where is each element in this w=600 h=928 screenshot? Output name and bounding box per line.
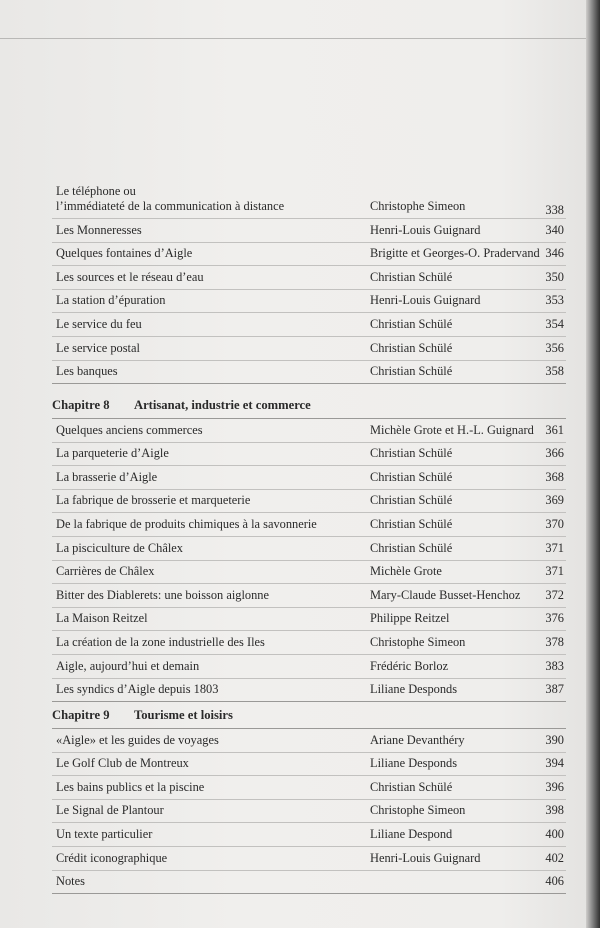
toc-entry-author: Christophe Simeon xyxy=(370,199,466,213)
toc-entry-page: 354 xyxy=(545,316,564,331)
page-edge xyxy=(586,0,600,928)
toc-entry xyxy=(52,219,566,243)
toc-entry-title: Le service postal xyxy=(56,340,140,355)
chapter-title: Artisanat, industrie et commerce xyxy=(134,398,311,412)
toc-entry xyxy=(52,419,566,443)
toc-entry-author: Christian Schülé xyxy=(370,340,453,355)
toc-section-chapter-9 xyxy=(52,706,566,894)
toc-entry-page: 361 xyxy=(545,422,564,437)
toc-section-continued xyxy=(52,180,566,384)
toc-entry-author: Christophe Simeon xyxy=(370,634,466,649)
toc-entry-author: Michèle Grote et H.-L. Guignard xyxy=(370,422,534,437)
toc-entry-page: 390 xyxy=(545,732,564,747)
toc-entry xyxy=(52,513,566,537)
toc-entry-page: 402 xyxy=(545,850,564,865)
toc-entry-title: Les syndics d’Aigle depuis 1803 xyxy=(56,682,219,697)
toc-entry-page: 400 xyxy=(545,826,564,841)
toc-entry xyxy=(52,655,566,679)
toc-entry-page: 366 xyxy=(545,446,564,461)
toc-entry-page: 396 xyxy=(545,779,564,794)
toc-entry-page: 394 xyxy=(545,756,564,771)
toc-entry-page: 371 xyxy=(545,564,564,579)
toc-entry-author: Liliane Desponds xyxy=(370,756,458,771)
toc-entry-title: Carrières de Châlex xyxy=(56,564,155,579)
toc-entry-page: 369 xyxy=(545,493,564,508)
toc-entry xyxy=(52,266,566,290)
toc-entry-page: 387 xyxy=(545,682,564,697)
toc-entry-author: Christian Schülé xyxy=(370,269,453,284)
toc-entry-title: La Maison Reitzel xyxy=(56,611,148,626)
toc-entry-title: La station d’épuration xyxy=(56,293,166,308)
toc-entry xyxy=(52,800,566,824)
toc-entry-page: 340 xyxy=(545,222,564,237)
toc-entry-page: 353 xyxy=(545,293,564,308)
toc-entry-page: 356 xyxy=(545,340,564,355)
toc-section-chapter-8 xyxy=(52,396,566,702)
toc-entry xyxy=(52,584,566,608)
toc-entry-title: Les banques xyxy=(56,364,118,379)
toc-entry-title: La pisciculture de Châlex xyxy=(56,540,183,555)
toc-entry xyxy=(52,679,566,703)
toc-entry xyxy=(52,608,566,632)
toc-entry-title: Le téléphone ou l’immédiateté de la communication à distance xyxy=(56,184,285,213)
chapter-heading xyxy=(52,396,566,419)
toc-entry-author: Michèle Grote xyxy=(370,564,442,579)
toc-entry-title: Crédit iconographique xyxy=(56,850,168,865)
toc-entry-page: 406 xyxy=(545,874,564,889)
toc-entry-title: La création de la zone industrielle des Iles xyxy=(56,634,265,649)
toc-entry-page: 372 xyxy=(545,587,564,602)
toc-entry-author: Ariane Devanthéry xyxy=(370,732,465,747)
toc-entry xyxy=(52,537,566,561)
toc-entry-author: Christian Schülé xyxy=(370,469,453,484)
toc-entry-title: Les bains publics et la piscine xyxy=(56,779,205,794)
toc-entry-title: Bitter des Diablerets: une boisson aiglonne xyxy=(56,587,270,602)
toc-entry-title: Un texte particulier xyxy=(56,826,153,841)
toc-entry-page: 398 xyxy=(545,803,564,818)
toc-entry-page: 358 xyxy=(545,364,564,379)
toc-entry-title: Quelques anciens commerces xyxy=(56,422,203,437)
toc-entry xyxy=(52,290,566,314)
toc-entry-author: Henri-Louis Guignard xyxy=(370,850,481,865)
toc-entry xyxy=(52,561,566,585)
toc-entry-author: Liliane Desponds xyxy=(370,682,458,697)
toc-entry-title: Les Monneresses xyxy=(56,222,142,237)
chapter-number: Chapitre 8 xyxy=(52,398,110,412)
toc-entry xyxy=(52,776,566,800)
chapter-heading xyxy=(52,706,566,729)
toc-entry-author: Henri-Louis Guignard xyxy=(370,293,481,308)
toc-entry-author: Brigitte et Georges-O. Pradervand xyxy=(370,246,540,261)
toc-entry xyxy=(52,871,566,895)
toc-entry xyxy=(52,823,566,847)
toc-entry-page: 338 xyxy=(545,203,564,217)
toc-entry-author: Mary-Claude Busset-Henchoz xyxy=(370,587,521,602)
toc-entry xyxy=(52,490,566,514)
toc-entry xyxy=(52,729,566,753)
toc-entry-title: Le Golf Club de Montreux xyxy=(56,756,189,771)
toc-entry-author: Philippe Reitzel xyxy=(370,611,450,626)
toc-entry-author: Christian Schülé xyxy=(370,516,453,531)
toc-entry-title: Les sources et le réseau d’eau xyxy=(56,269,204,284)
toc-entry xyxy=(52,361,566,385)
toc-entry xyxy=(52,631,566,655)
toc-entry xyxy=(52,243,566,267)
toc-entry-author: Christophe Simeon xyxy=(370,803,466,818)
toc-entry xyxy=(52,313,566,337)
toc-entry-author: Christian Schülé xyxy=(370,446,453,461)
toc-entry-author: Christian Schülé xyxy=(370,779,453,794)
toc-entry-page: 371 xyxy=(545,540,564,555)
toc-entry-author: Frédéric Borloz xyxy=(370,658,449,673)
toc-entry-author: Christian Schülé xyxy=(370,540,453,555)
toc-entry-title: Aigle, aujourd’hui et demain xyxy=(56,658,200,673)
toc-entry-title: La brasserie d’Aigle xyxy=(56,469,158,484)
toc-entry-page: 370 xyxy=(545,516,564,531)
toc-entry-title: La parqueterie d’Aigle xyxy=(56,446,169,461)
toc-entry-author: Henri-Louis Guignard xyxy=(370,222,481,237)
toc-entry-page: 346 xyxy=(545,246,564,261)
toc-entry-title: De la fabrique de produits chimiques à la savonnerie xyxy=(56,516,317,531)
toc-entry-author: Christian Schülé xyxy=(370,493,453,508)
toc-entry xyxy=(52,466,566,490)
toc-entry-title: La fabrique de brosserie et marqueterie xyxy=(56,493,251,508)
toc-entry-title: «Aigle» et les guides de voyages xyxy=(56,732,219,747)
toc-entry-author: Christian Schülé xyxy=(370,364,453,379)
chapter-title: Tourisme et loisirs xyxy=(134,708,233,722)
header-rule xyxy=(0,38,588,39)
toc-entry-page: 368 xyxy=(545,469,564,484)
toc-entry xyxy=(52,443,566,467)
toc-entry xyxy=(52,180,566,219)
toc-entry xyxy=(52,847,566,871)
chapter-number: Chapitre 9 xyxy=(52,708,110,722)
toc-entry-page: 376 xyxy=(545,611,564,626)
toc-entry-author: Liliane Despond xyxy=(370,826,453,841)
toc-entry xyxy=(52,337,566,361)
toc-entry-page: 350 xyxy=(545,269,564,284)
toc-entry-page: 383 xyxy=(545,658,564,673)
toc-entry-author: Christian Schülé xyxy=(370,316,453,331)
toc-entry-title: Quelques fontaines d’Aigle xyxy=(56,246,193,261)
toc-entry-title: Le service du feu xyxy=(56,316,142,331)
toc-entry-page: 378 xyxy=(545,634,564,649)
toc-entry-title: Le Signal de Plantour xyxy=(56,803,164,818)
toc-entry-title: Notes xyxy=(56,874,85,889)
toc-entry xyxy=(52,753,566,777)
